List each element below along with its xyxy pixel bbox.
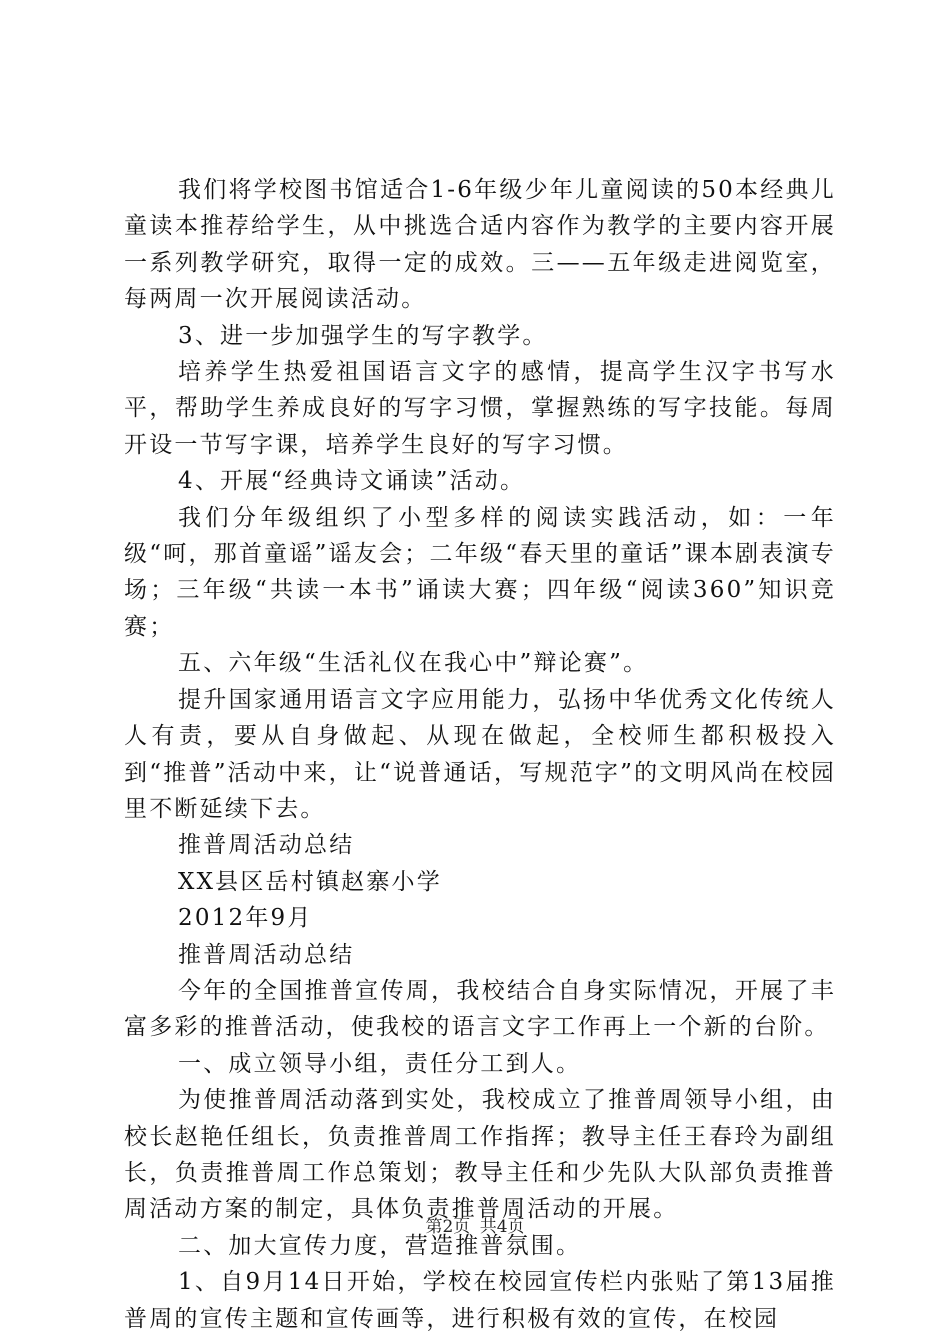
paragraph-conclusion: 提升国家通用语言文字应用能力，弘扬中华优秀文化传统人人有责，要从自身做起、从现在做起，全校师生都积极投入到“推普”活动中来，让“说普通话，写规范字”的文明风尚在校园里不断延续下去。: [124, 686, 836, 822]
paragraph-publicity-details: 1、自9月14日开始，学校在校园宣传栏内张贴了第13届推普周的宣传主题和宣传画等，进行积极有效的宣传，在校园: [124, 1269, 836, 1332]
heading-writing-teaching: 3、进一步加强学生的写字教学。: [178, 322, 548, 349]
heading-publicity: 二、加大宣传力度，营造推普氛围。: [178, 1232, 582, 1259]
heading-leadership-group: 一、成立领导小组，责任分工到人。: [178, 1050, 582, 1077]
title-summary-repeat: 推普周活动总结: [178, 941, 355, 968]
heading-classic-reading: 4、开展“经典诗文诵读”活动。: [178, 468, 526, 495]
paragraph-leadership-details: 为使推普周活动落到实处，我校成立了推普周领导小组，由校长赵艳任组长，负责推普周工作指挥；教导主任王春玲为副组长，负责推普周工作总策划；教导主任和少先队大队部负责推普周活动方案的制定，具体负责推普周活动的开展。: [124, 1087, 836, 1223]
paragraph-debate: 五、六年级“生活礼仪在我心中”辩论赛”。: [178, 650, 649, 677]
paragraph-reading-activities: 我们分年级组织了小型多样的阅读实践活动，如：一年级“呵，那首童谣”谣友会；二年级“春天里的童话”课本剧表演专场；三年级“共读一本书”诵读大赛；四年级“阅读360”知识竞赛；: [124, 504, 836, 640]
page-number: 第2页: [425, 1217, 471, 1237]
paragraph-intro: 今年的全国推普宣传周，我校结合自身实际情况，开展了丰富多彩的推普活动，使我校的语言文字工作再上一个新的台阶。: [124, 977, 836, 1041]
page-footer: [0, 1212, 950, 1237]
document-date: 2012年9月: [178, 905, 313, 932]
page-total: 共4页: [479, 1217, 525, 1237]
paragraph-writing-habits: 培养学生热爱祖国语言文字的感情，提高学生汉字书写水平，帮助学生养成良好的写字习惯，掌握熟练的写字技能。每周开设一节写字课，培养学生良好的写字习惯。: [124, 359, 836, 458]
document-body: [124, 172, 836, 1337]
paragraph-book-recommendation: 我们将学校图书馆适合1-6年级少年儿童阅读的50本经典儿童读本推荐给学生，从中挑选合适内容作为教学的主要内容开展一系列教学研究，取得一定的成效。三——五年级走进阅览室，每两周一次开展阅读活动。: [124, 177, 836, 313]
school-name: XX县区岳村镇赵寨小学: [178, 868, 442, 895]
title-summary: 推普周活动总结: [178, 832, 355, 859]
